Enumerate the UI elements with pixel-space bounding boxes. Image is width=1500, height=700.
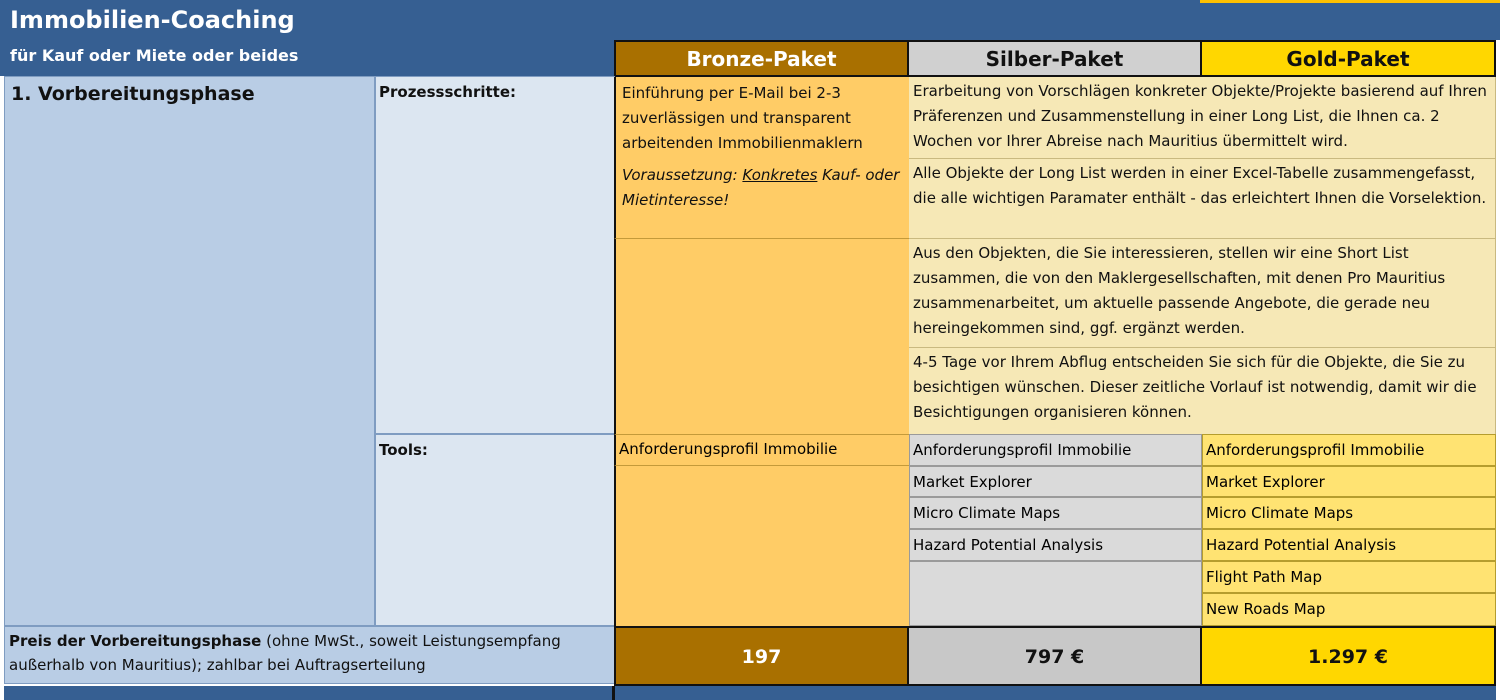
bronze-price: 197 bbox=[614, 626, 909, 686]
process-step-4 bbox=[909, 348, 1496, 434]
header-gold-accent bbox=[1200, 0, 1500, 3]
bronze-process-empty bbox=[614, 239, 909, 434]
footer-band bbox=[4, 686, 1496, 700]
bronze-tool-anforderungsprofil: Anforderungsprofil Immobilie bbox=[619, 440, 838, 458]
process-step-2 bbox=[909, 159, 1496, 239]
process-step-2-text: Alle Objekte der Long List werden in einer Excel-Tabelle zusammengefasst, die alle wichtigen Paramater enthält - das erleichtert Ihnen die Vorselektion. bbox=[913, 164, 1487, 207]
gold-tool-hazard-potential-analysis: Hazard Potential Analysis bbox=[1202, 529, 1496, 561]
gold-tool-new-roads-map: New Roads Map bbox=[1202, 593, 1496, 626]
page-title: Immobilien-Coaching bbox=[10, 6, 295, 34]
silver-tool-market-explorer: Market Explorer bbox=[909, 466, 1202, 497]
footer-divider bbox=[612, 686, 615, 700]
bronze-note-underlined: Konkretes bbox=[742, 166, 818, 184]
gold-price: 1.297 € bbox=[1200, 626, 1496, 686]
silver-tool-anforderungsprofil: Anforderungsprofil Immobilie bbox=[909, 434, 1202, 466]
process-step-4-text: 4-5 Tage vor Ihrem Abflug entscheiden Sie sich für die Objekte, die Sie zu besichtigen wünschen. Dieser zeitliche Vorlauf ist notwendig, damit wir die Besichtigungen organisieren können. bbox=[913, 353, 1477, 421]
gold-tool-flight-path-map: Flight Path Map bbox=[1202, 561, 1496, 593]
silver-tool-hazard-potential-analysis: Hazard Potential Analysis bbox=[909, 529, 1202, 561]
bronze-process-cell bbox=[614, 77, 909, 239]
tools-cell bbox=[375, 434, 615, 626]
bronze-process-text: Einführung per E-Mail bei 2-3 zuverlässigen und transparent arbeitenden Immobilienmaklern bbox=[622, 84, 863, 152]
process-step-3 bbox=[909, 239, 1496, 348]
process-step-1 bbox=[909, 77, 1496, 159]
gold-tool-micro-climate-maps: Micro Climate Maps bbox=[1202, 497, 1496, 529]
process-step-3-text: Aus den Objekten, die Sie interessieren, stellen wir eine Short List zusammen, die von den Maklergesellschaften, mit denen Pro Mauritius zusammenarbeitet, um aktuelle passende Angebote, die gerade neu hereingekommen sind, ggf. ergänzt werden. bbox=[913, 244, 1446, 337]
silver-price: 797 € bbox=[907, 626, 1202, 686]
phase-cell bbox=[4, 76, 375, 626]
gold-package-header: Gold-Paket bbox=[1200, 40, 1496, 77]
bronze-note-prefix: Voraussetzung: bbox=[622, 166, 743, 184]
page-subtitle: für Kauf oder Miete oder beides bbox=[10, 46, 299, 65]
price-label-cell bbox=[4, 626, 615, 684]
process-step-1-text: Erarbeitung von Vorschlägen konkreter Objekte/Projekte basierend auf Ihren Präferenzen und Zusammenstellung in einer Long List, die Ihnen ca. 2 Wochen vor Ihrer Abreise nach Mauritius übermittelt wird. bbox=[913, 82, 1487, 150]
phase-label: 1. Vorbereitungsphase bbox=[11, 83, 255, 105]
gold-tool-market-explorer: Market Explorer bbox=[1202, 466, 1496, 497]
bronze-tool-cell bbox=[614, 434, 909, 466]
process-steps-label: Prozessschritte: bbox=[379, 83, 517, 101]
bronze-note-suffix: Kauf- oder Mietinteresse! bbox=[622, 166, 900, 209]
silver-tool-micro-climate-maps: Micro Climate Maps bbox=[909, 497, 1202, 529]
bronze-process-note bbox=[618, 161, 904, 215]
tools-label: Tools: bbox=[379, 441, 428, 459]
price-label-bold: Preis der Vorbereitungsphase bbox=[9, 632, 262, 650]
bronze-package-header: Bronze-Paket bbox=[614, 40, 909, 77]
price-label-rest: (ohne MwSt., soweit Leistungsempfang außerhalb von Mauritius); zahlbar bei Auftragserteilung bbox=[9, 632, 561, 674]
bronze-tools-empty bbox=[614, 466, 909, 626]
gold-tool-anforderungsprofil: Anforderungsprofil Immobilie bbox=[1202, 434, 1496, 466]
silver-tools-empty bbox=[909, 561, 1202, 626]
silver-package-header: Silber-Paket bbox=[907, 40, 1202, 77]
process-steps-cell bbox=[375, 76, 615, 434]
